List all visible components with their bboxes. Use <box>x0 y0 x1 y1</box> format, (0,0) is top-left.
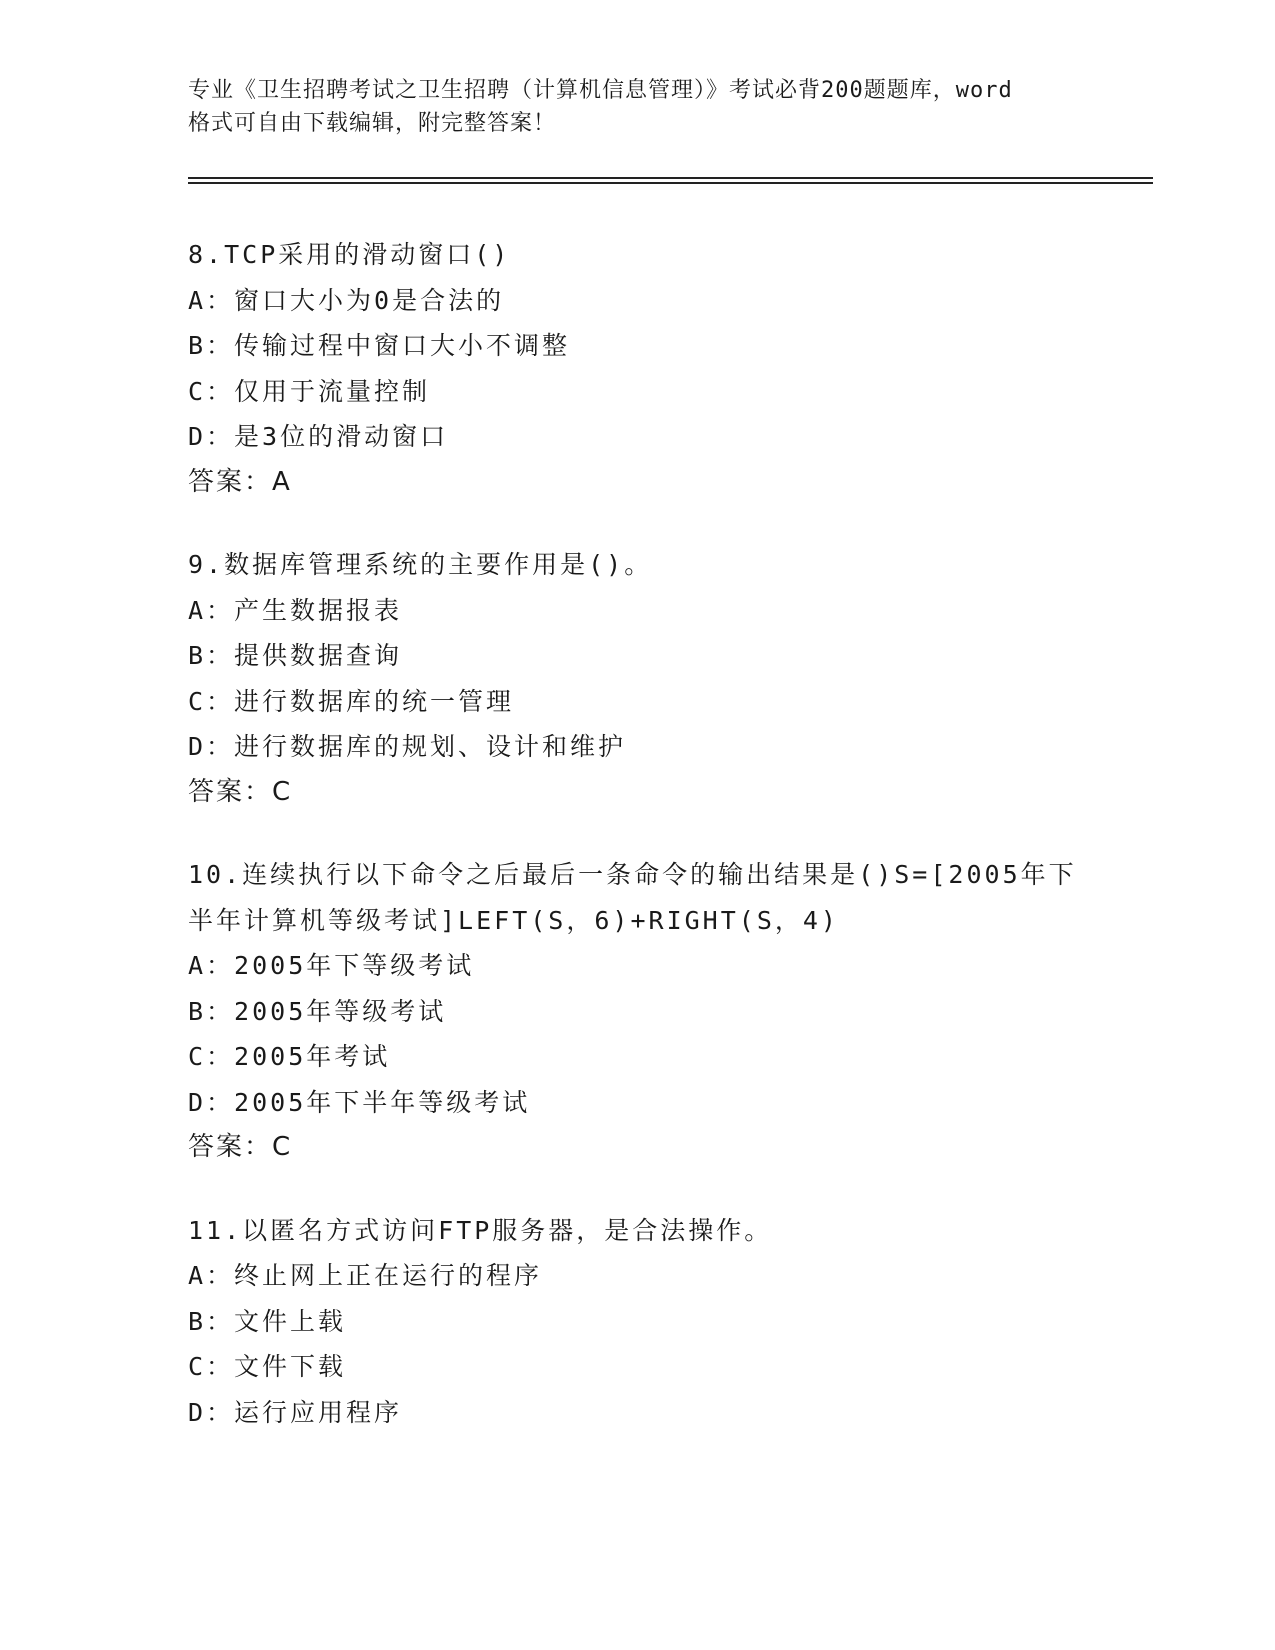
option-a: A：终止网上正在运行的程序 <box>188 1261 543 1290</box>
header-divider-bottom <box>188 182 1153 184</box>
document-header <box>188 74 1088 140</box>
question-10 <box>188 852 1148 1171</box>
option-c: C：进行数据库的统一管理 <box>188 686 515 716</box>
option-d: D：进行数据库的规划、设计和维护 <box>188 732 627 761</box>
question-list <box>188 232 1148 1472</box>
question-stem: 10.连续执行以下命令之后最后一条命令的输出结果是()S=[2005年下半年计算机等级考试]LEFT(S，6)+RIGHT(S，4) <box>188 860 1077 935</box>
option-a: A：2005年下等级考试 <box>188 951 475 980</box>
option-c: C：仅用于流量控制 <box>188 376 431 406</box>
question-stem: 8.TCP采用的滑动窗口() <box>188 240 511 269</box>
option-a: A：产生数据报表 <box>188 595 403 625</box>
question-stem: 11.以匿名方式访问FTP服务器，是合法操作。 <box>188 1215 773 1245</box>
header-divider-top <box>188 177 1153 179</box>
option-b: B：传输过程中窗口大小不调整 <box>188 331 571 360</box>
header-line-2: 格式可自由下载编辑，附完整答案！ <box>188 111 557 136</box>
question-stem: 9.数据库管理系统的主要作用是()。 <box>188 550 653 579</box>
option-a: A：窗口大小为0是合法的 <box>188 285 505 315</box>
option-d: D：运行应用程序 <box>188 1397 403 1427</box>
question-11 <box>188 1208 1148 1436</box>
answer-line: 答案：A <box>188 466 292 497</box>
option-b: B：2005年等级考试 <box>188 996 447 1026</box>
answer-line: 答案：C <box>188 1132 293 1162</box>
option-b: B：文件上载 <box>188 1306 347 1336</box>
option-d: D：是3位的滑动窗口 <box>188 422 449 451</box>
option-b: B：提供数据查询 <box>188 641 403 670</box>
answer-line: 答案：C <box>188 776 293 807</box>
header-line-1: 专业《卫生招聘考试之卫生招聘（计算机信息管理）》考试必背200题题库，word <box>188 78 1013 103</box>
option-c: C：文件下载 <box>188 1352 347 1381</box>
option-d: D：2005年下半年等级考试 <box>188 1087 531 1117</box>
question-8 <box>188 232 1148 505</box>
option-c: C：2005年考试 <box>188 1042 391 1071</box>
question-9 <box>188 542 1148 815</box>
